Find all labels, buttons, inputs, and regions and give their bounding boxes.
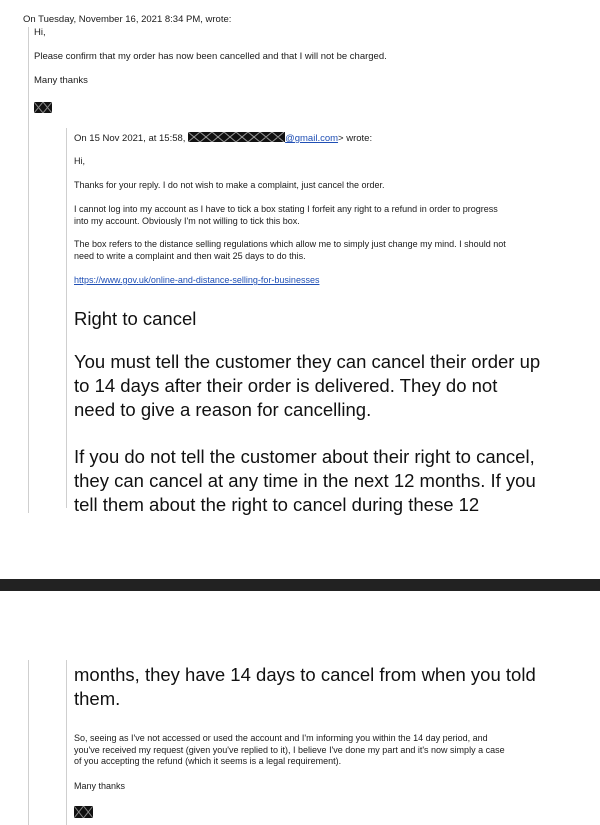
inner-para4-line: you've received my request (given you've replied to it), I believe I've done my part and it's now simply a case — [74, 744, 505, 755]
quote-line: them. — [74, 688, 121, 709]
inner-para2 — [74, 204, 498, 227]
redacted-name — [188, 132, 285, 142]
outer-quote-rule — [28, 27, 29, 513]
inner-quote-rule-continued — [66, 660, 67, 825]
inner-para2-line: into my account. Obviously I'm not willing to tick this box. — [74, 215, 300, 226]
quote-heading: Right to cancel — [74, 308, 197, 329]
quote-line: they can cancel at any time in the next 12 months. If you — [74, 470, 536, 491]
inner-para1: Thanks for your reply. I do not wish to make a complaint, just cancel the order. — [74, 180, 385, 190]
inner-email-header — [74, 132, 372, 145]
quote-line: If you do not tell the customer about their right to cancel, — [74, 446, 535, 467]
gov-uk-link[interactable]: https://www.gov.uk/online-and-distance-selling-for-businesses — [74, 275, 320, 285]
inner-signoff: Many thanks — [74, 781, 126, 791]
quote-paragraph-2 — [74, 445, 536, 517]
inner-para4-line: So, seeing as I've not accessed or used the account and I'm informing you within the 14 day period, and — [74, 733, 488, 743]
quote-line: You must tell the customer they can cancel their order up — [74, 351, 541, 372]
outer-quote-rule-continued — [28, 660, 29, 825]
quote-line: months, they have 14 days to cancel from when you told — [74, 664, 536, 685]
inner-para3-line: need to write a complaint and then wait 25 days to do this. — [74, 250, 306, 261]
inner-header-suffix: > wrote: — [338, 133, 373, 144]
inner-quote-rule — [66, 128, 67, 508]
inner-para3-line: The box refers to the distance selling regulations which allow me to simply just change my mind. I should not — [74, 239, 506, 249]
page-break — [0, 579, 600, 591]
redacted-signature — [34, 99, 52, 117]
outer-email-header: On Tuesday, November 16, 2021 8:34 PM, wrote: — [23, 14, 232, 25]
outer-body: Please confirm that my order has now been cancelled and that I will not be charged. — [34, 51, 387, 62]
quote-line: tell them about the right to cancel during these 12 — [74, 494, 480, 515]
quote-line: need to give a reason for cancelling. — [74, 399, 372, 420]
inner-greeting: Hi, — [74, 156, 85, 166]
inner-header-date: On 15 Nov 2021, at 15:58, — [74, 133, 186, 144]
outer-greeting: Hi, — [34, 27, 46, 38]
outer-signoff: Many thanks — [34, 75, 88, 86]
inner-para4 — [74, 733, 505, 768]
inner-para4-line: of you accepting the refund (which it seems is a legal requirement). — [74, 756, 342, 766]
email-address-link[interactable]: @gmail.com — [285, 133, 339, 144]
redacted-signature-inner — [74, 804, 93, 822]
quote-line: to 14 days after their order is delivered. They do not — [74, 375, 498, 396]
quote-paragraph-2-continued — [74, 663, 536, 711]
inner-para2-line: I cannot log into my account as I have to tick a box stating I forfeit any right to a refund in order to progress — [74, 204, 498, 214]
inner-para3 — [74, 239, 506, 262]
quote-paragraph-1 — [74, 350, 540, 422]
